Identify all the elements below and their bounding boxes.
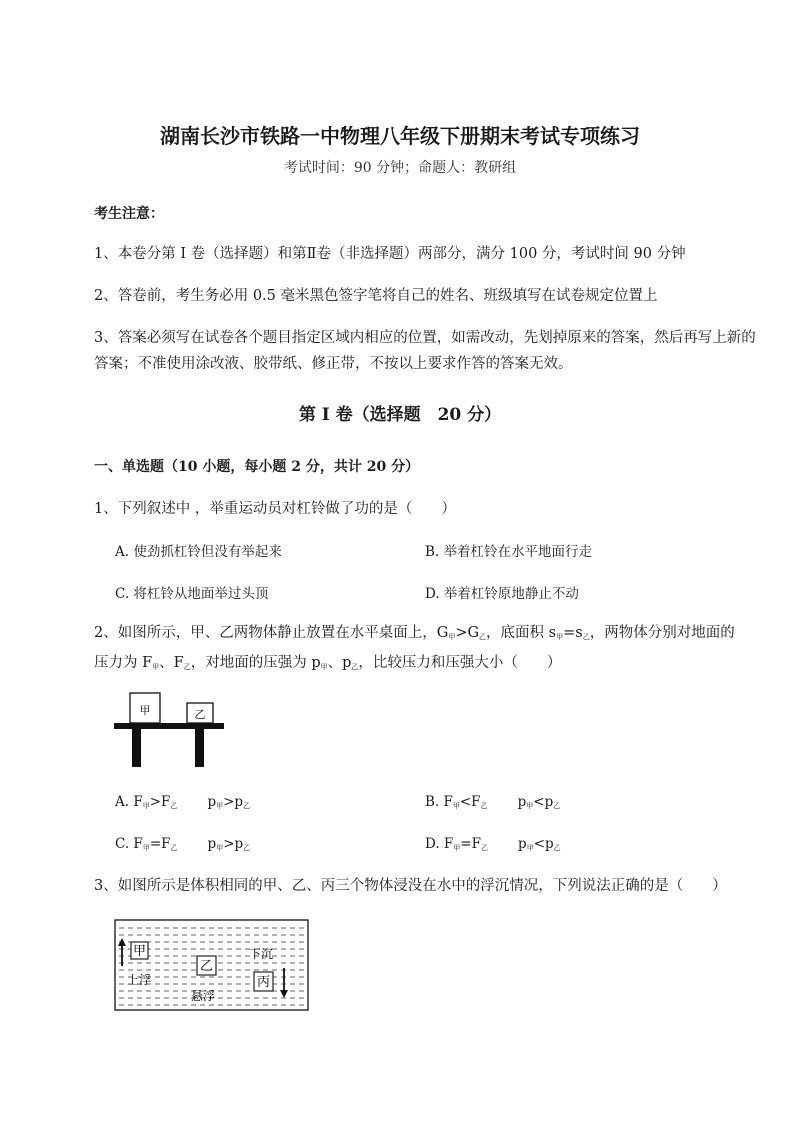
- arrow-down-icon: [280, 990, 288, 998]
- label-up: 上浮: [127, 973, 152, 987]
- object-bing-label: 丙: [256, 975, 271, 990]
- question-3-stem: 3、如图所示是体积相同的甲、乙、丙三个物体浸没在水中的浮沉情况，下列说法正确的是（ ）: [94, 878, 727, 894]
- section-title: 第 I 卷（选择题 20 分）: [298, 405, 502, 425]
- notice-item-3: 3、答案必须写在试卷各个题目指定区域内相应的位置，如需改动，先划掉原来的答案，然后再写上新的答案；不准使用涂改液、胶带纸、修正带，不按以上要求作答的答案无效。: [94, 330, 756, 372]
- page-title: 湖南长沙市铁路一中物理八年级下册期末考试专项练习: [160, 124, 640, 148]
- q1-option-b[interactable]: B. 举着杠铃在水平地面行走: [425, 544, 593, 560]
- label-down: 下沉: [249, 947, 274, 961]
- q2-option-d[interactable]: D. $F_甲=F_乙$ $p_甲<p_乙$: [425, 836, 561, 852]
- label-suspend: 悬浮: [191, 989, 216, 1003]
- q2-option-a[interactable]: A. $F_甲>F_乙$ $p_甲>p_乙$: [115, 794, 251, 810]
- q2-option-b[interactable]: B. $F_甲<F_乙$ $p_甲<p_乙$: [425, 794, 561, 810]
- object-jia-label: 甲: [132, 944, 147, 959]
- question-2-stem: 2、如图所示，甲、乙两物体静止放置在水平桌面上，$G_甲>G_乙$，底面积 $s_甲=s_乙$，两物体分别对地面的 压力为 $F_甲$、$F_乙$，对地面的压强为 $p_甲$、$p_乙$，比较压力和压强大小（ ）: [94, 625, 735, 671]
- object-yi-label: 乙: [199, 959, 214, 974]
- block-jia-label: 甲: [139, 704, 151, 717]
- exam-info: 考试时间：90 分钟；命题人：教研组: [283, 160, 517, 176]
- q2-table-figure: [110, 685, 240, 770]
- q1-option-a[interactable]: A. 使劲抓杠铃但没有举起来: [115, 544, 282, 560]
- notice-item-1: 1、本卷分第 I 卷（选择题）和第Ⅱ卷（非选择题）两部分，满分 100 分，考试时间 90 分钟: [94, 246, 686, 262]
- table-top: [114, 723, 224, 729]
- part-heading: 一、单选题（10 小题，每小题 2 分，共计 20 分）: [94, 459, 420, 475]
- q3-water-tank-figure: [113, 918, 313, 1014]
- q2-option-c[interactable]: C. $F_甲=F_乙$ $p_甲>p_乙$: [115, 836, 251, 852]
- table-leg-left: [132, 729, 141, 767]
- q1-option-c[interactable]: C. 将杠铃从地面举过头顶: [115, 586, 269, 602]
- notice-heading: 考生注意：: [94, 206, 164, 222]
- notice-item-2: 2、答卷前，考生务必用 0.5 毫米黑色签字笔将自己的姓名、班级填写在试卷规定位置上: [94, 288, 658, 304]
- question-1-stem: 1、下列叙述中 ，举重运动员对杠铃做了功的是（ ）: [94, 501, 456, 517]
- table-leg-right: [195, 729, 204, 767]
- block-yi-label: 乙: [194, 708, 206, 721]
- q1-option-d[interactable]: D. 举着杠铃原地静止不动: [425, 586, 579, 602]
